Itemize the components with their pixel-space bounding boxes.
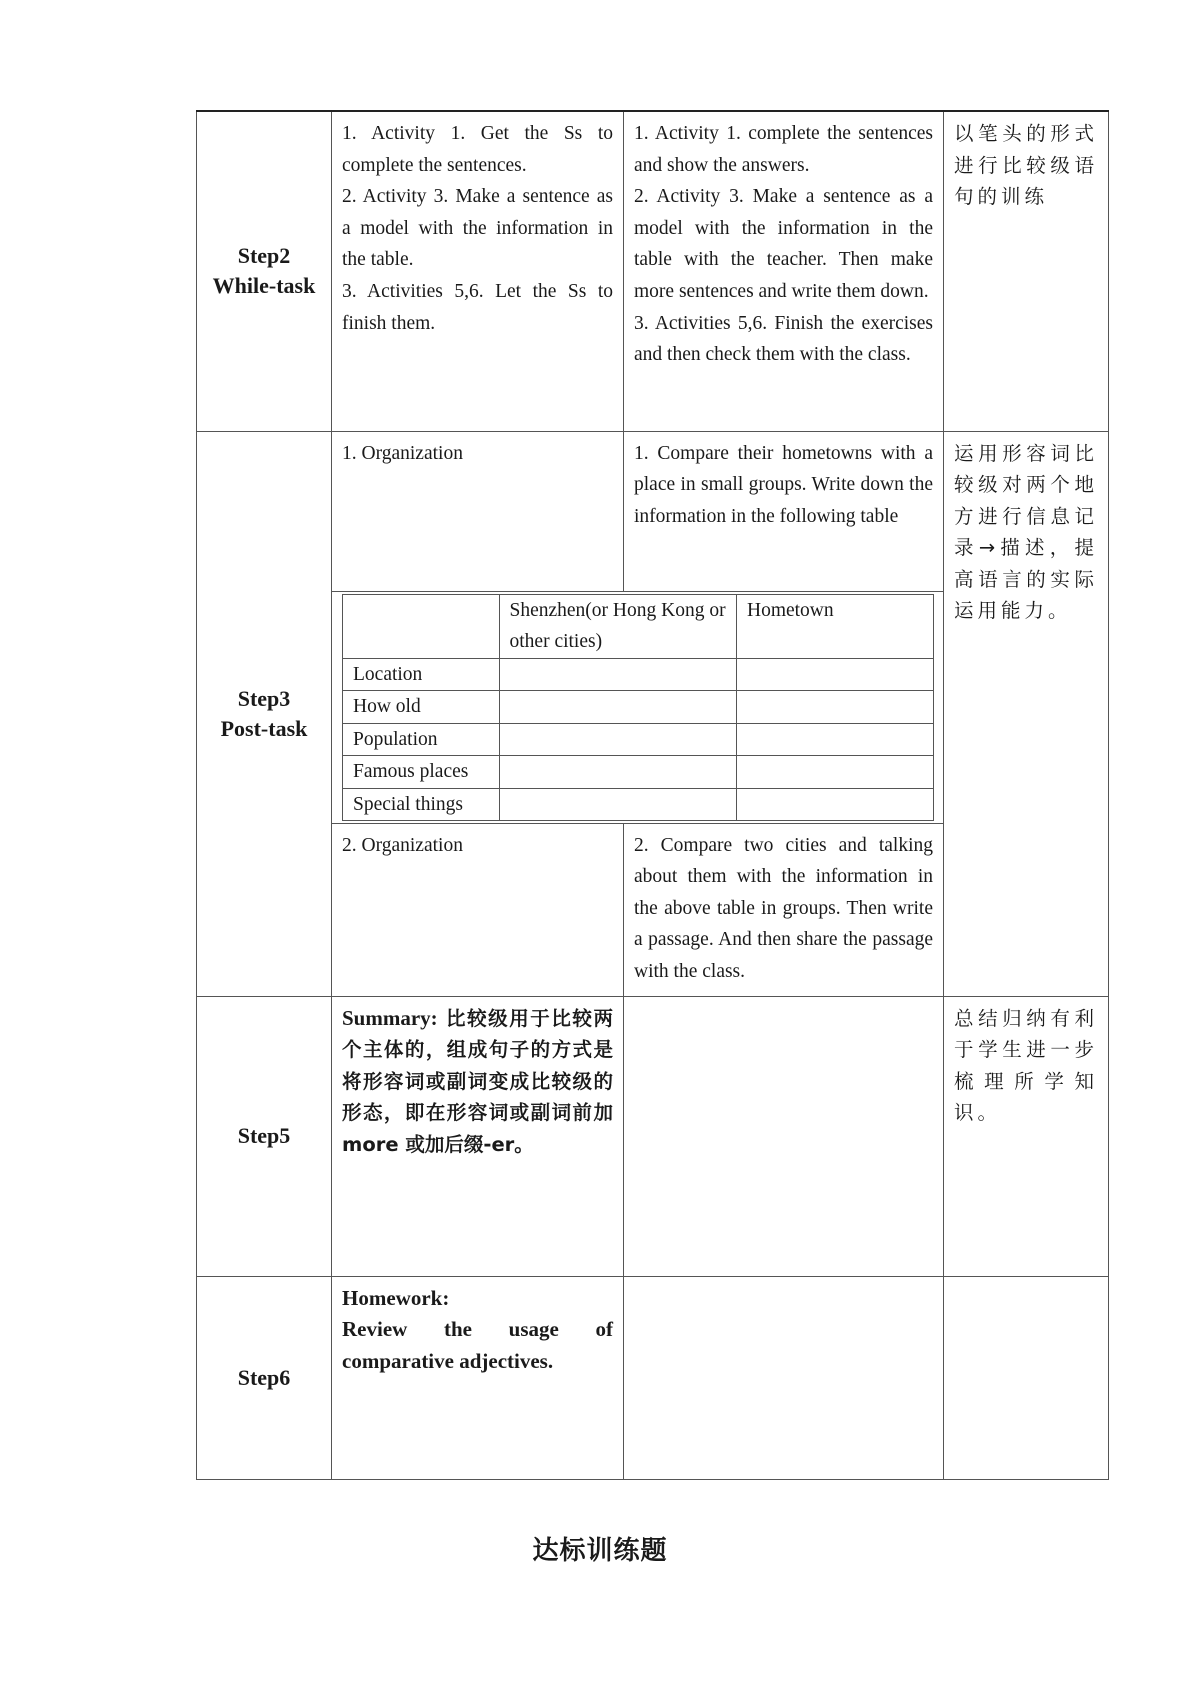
info-cell [736, 691, 933, 724]
info-cell [736, 723, 933, 756]
info-row-label: Famous places [343, 756, 500, 789]
info-row-special-things [343, 788, 934, 821]
info-row-how-old [343, 691, 934, 724]
step3-info-table-cell [332, 591, 944, 823]
step3-purpose: 运用形容词比较级对两个地方进行信息记录→描述，提高语言的实际运用能力。 [944, 431, 1109, 996]
step2-student-item-2: 2. Activity 3. Make a sentence as a model with the information in the table with the teacher. Then make more sentences and write them down. [634, 186, 933, 302]
step3-label-line1: Step3 [237, 685, 291, 711]
homework-text: Review the usage of comparative adjectives. [342, 1317, 613, 1373]
step2-teacher-item-1: 1. Activity 1. Get the Ss to complete the sentences. [342, 123, 613, 176]
info-cell [736, 658, 933, 691]
info-cell [499, 788, 736, 821]
step3-teacher-1: 1. Organization [332, 431, 624, 591]
step5-row [197, 996, 1109, 1276]
step2-purpose: 以笔头的形式进行比较级语句的训练 [944, 111, 1109, 431]
step3-label-line2: Post-task [220, 715, 308, 741]
step2-label [197, 111, 332, 431]
step6-purpose-cell [944, 1276, 1109, 1479]
info-cell [499, 723, 736, 756]
summary-label: Summary: [342, 1005, 438, 1030]
step2-student-activities [624, 111, 944, 431]
step2-student-item-1: 1. Activity 1. complete the sentences and show the answers. [634, 123, 933, 176]
info-header-row [343, 594, 934, 658]
info-row-population [343, 723, 934, 756]
step2-teacher-item-3: 3. Activities 5,6. Let the Ss to finish them. [342, 280, 613, 334]
info-cell [499, 658, 736, 691]
step2-teacher-item-2: 2. Activity 3. Make a sentence as a model with the information in the table. [342, 186, 613, 271]
info-row-location [343, 658, 934, 691]
homework-label: Homework: [342, 1285, 450, 1310]
info-row-label: Location [343, 658, 500, 691]
step6-label: Step6 [197, 1276, 332, 1479]
info-cell [736, 788, 933, 821]
step5-summary [332, 996, 624, 1276]
step2-student-item-3: 3. Activities 5,6. Finish the exercises and then check them with the class. [634, 312, 933, 366]
lesson-plan-table [196, 110, 1109, 1480]
step5-student-cell [624, 996, 944, 1276]
comparison-info-table [342, 594, 934, 822]
info-row-label: How old [343, 691, 500, 724]
summary-text: 比较级用于比较两个主体的，组成句子的方式是将形容词或副词变成比较级的形态，即在形容词或副词前加 more 或加后缀-er。 [342, 1006, 613, 1156]
step6-homework [332, 1276, 624, 1479]
info-cell [499, 756, 736, 789]
step6-student-cell [624, 1276, 944, 1479]
step3-teacher-2: 2. Organization [332, 823, 624, 996]
info-header-hometown: Hometown [736, 594, 933, 658]
step3-label [197, 431, 332, 996]
info-cell [736, 756, 933, 789]
step2-label-line1: Step2 [237, 243, 291, 269]
info-row-label: Special things [343, 788, 500, 821]
step2-row [197, 111, 1109, 431]
step3-students-2: 2. Compare two cities and talking about them with the information in the above table in groups. Then write a passage. And then share the passage with the class. [624, 823, 944, 996]
info-cell [499, 691, 736, 724]
step3-row-a [197, 431, 1109, 591]
step2-teacher-activities [332, 111, 624, 431]
info-row-famous-places [343, 756, 934, 789]
step5-label: Step5 [197, 996, 332, 1276]
step2-label-line2: While-task [212, 273, 316, 299]
info-row-label: Population [343, 723, 500, 756]
step6-row [197, 1276, 1109, 1479]
info-header-blank [343, 594, 500, 658]
info-header-city: Shenzhen(or Hong Kong or other cities) [499, 594, 736, 658]
step3-students-1: 1. Compare their hometowns with a place in small groups. Write down the information in the following table [624, 431, 944, 591]
step5-purpose: 总结归纳有利于学生进一步梳理所学知识。 [944, 996, 1109, 1276]
footer-title: 达标训练题 [532, 1536, 668, 1566]
